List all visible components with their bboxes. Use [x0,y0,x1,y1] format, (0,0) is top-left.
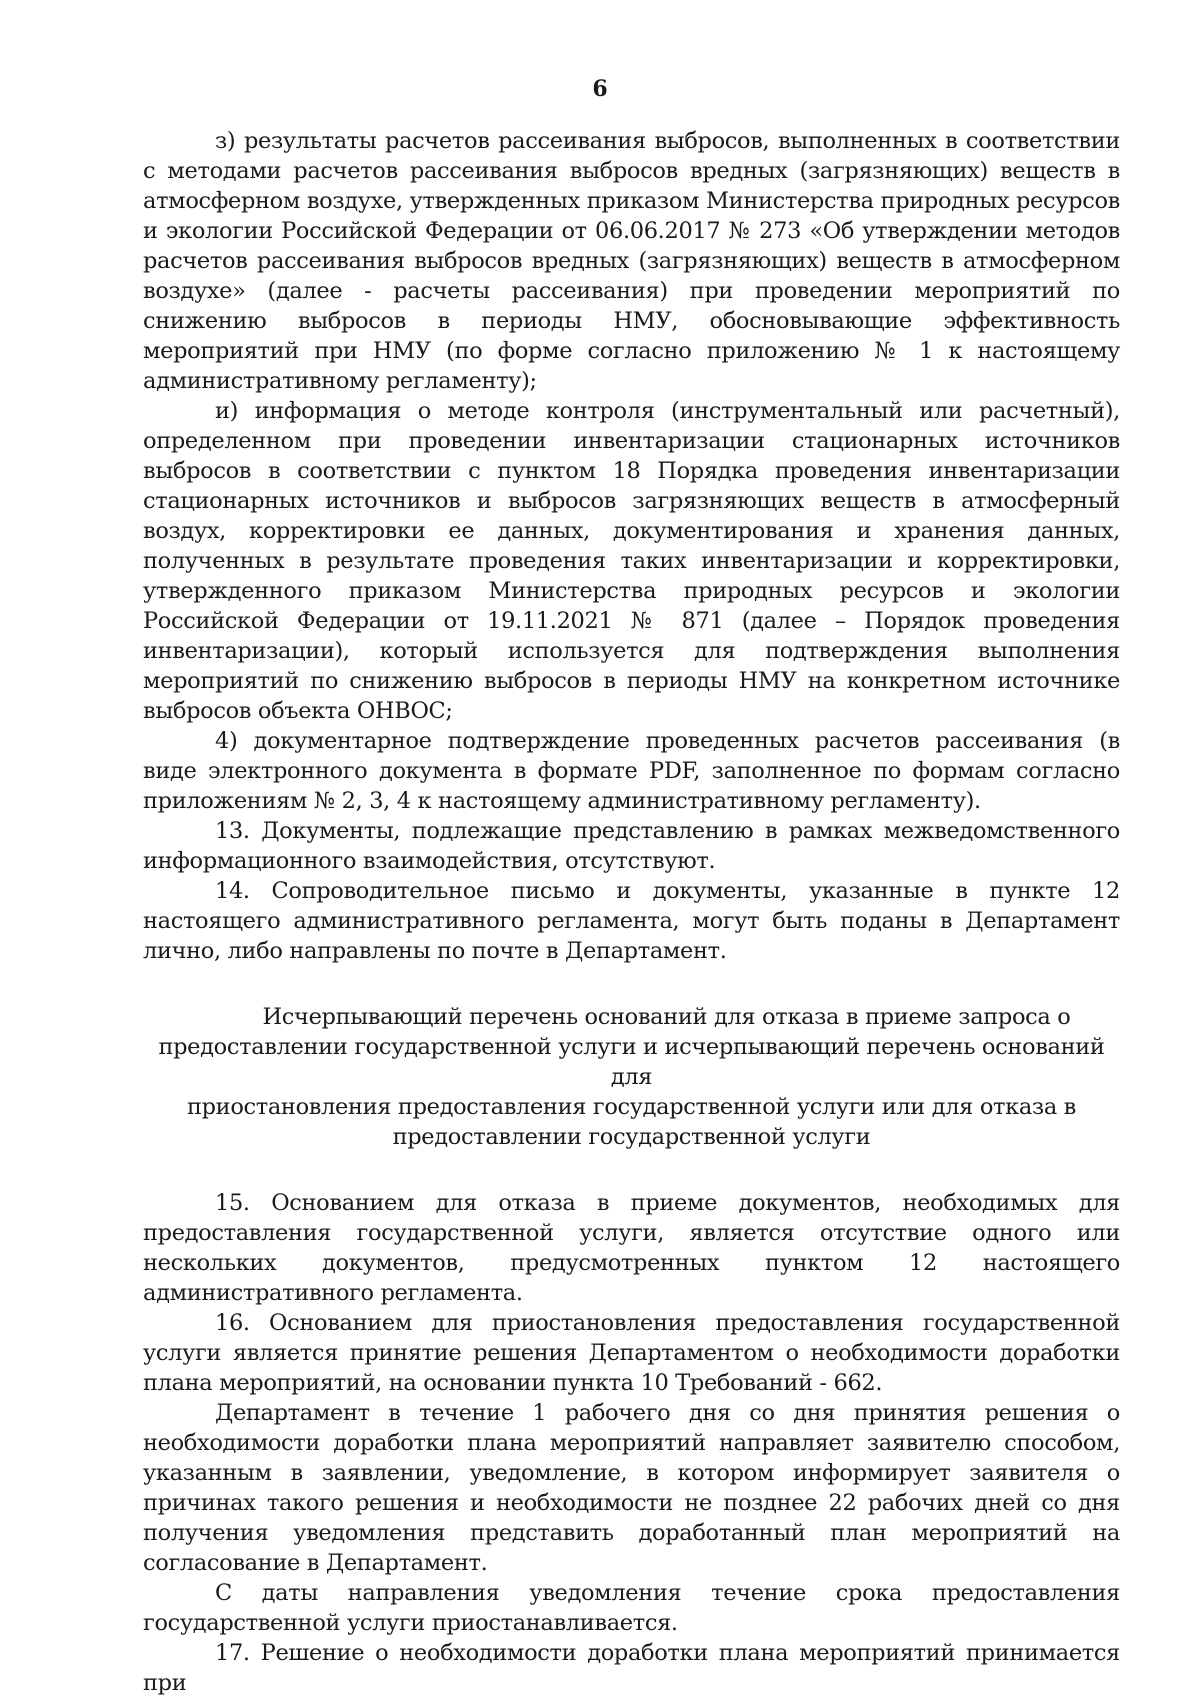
paragraph-16: 16. Основанием для приостановления предоставления государственной услуги является принятие решения Департаментом о необходимости доработки плана мероприятий, на основании пункта 10 Требований - 662. [143,1310,1120,1396]
paragraph-item-4: 4) документарное подтверждение проведенных расчетов рассеивания (в виде электронного документа в формате PDF, заполненное по формам согласно приложениям № 2, 3, 4 к настоящему административному регламенту). [143,728,1120,814]
section-heading-line: приостановления предоставления государственной услуги или для отказа в [186,1094,1077,1120]
section-heading-line: Исчерпывающий перечень оснований для отказа в приеме запроса о [262,1004,1071,1030]
paragraph-16-suspension: С даты направления уведомления течение срока предоставления государственной услуги приостанавливается. [143,1580,1120,1636]
paragraph-13: 13. Документы, подлежащие представлению в рамках межведомственного информационного взаимодействия, отсутствуют. [143,818,1120,874]
paragraph-16-department-notice: Департамент в течение 1 рабочего дня со дня принятия решения о необходимости доработки плана мероприятий направляет заявителю способом, указанным в заявлении, уведомление, в котором информирует заявителя о причинах такого решения и необходимости не позднее 22 рабочих дней со дня получения уведомления представить доработанный план мероприятий на согласование в Департамент. [143,1400,1120,1576]
paragraph-item-z: з) результаты расчетов рассеивания выбросов, выполненных в соответствии с методами расчетов рассеивания выбросов вредных (загрязняющих) веществ в атмосферном воздухе, утвержденных приказом Министерства природных ресурсов и экологии Российской Федерации от 06.06.2017 № 273 «Об утверждении методов расчетов рассеивания выбросов вредных (загрязняющих) веществ в атмосферном воздухе» (далее - расчеты рассеивания) при проведении мероприятий по снижению выбросов в периоды НМУ, обосновывающие эффективность мероприятий при НМУ (по форме согласно приложению № 1 к настоящему административному регламенту); [143,128,1120,394]
document-body [143,126,1120,1698]
paragraph-item-i: и) информация о методе контроля (инструментальный или расчетный), определенном при проведении инвентаризации стационарных источников выбросов в соответствии с пунктом 18 Порядка проведения инвентаризации стационарных источников и выбросов загрязняющих веществ в атмосферный воздух, корректировки ее данных, документирования и хранения данных, полученных в результате проведения таких инвентаризации и корректировки, утвержденного приказом Министерства природных ресурсов и экологии Российской Федерации от 19.11.2021 № 871 (далее – Порядок проведения инвентаризации), который используется для подтверждения выполнения мероприятий по снижению выбросов в периоды НМУ на конкретном источнике выбросов объекта ОНВОС; [143,398,1120,724]
section-heading-line: предоставлении государственной услуги и исчерпывающий перечень оснований для [158,1034,1105,1090]
paragraph-14: 14. Сопроводительное письмо и документы, указанные в пункте 12 настоящего административного регламента, могут быть поданы в Департамент лично, либо направлены по почте в Департамент. [143,878,1120,964]
section-heading-line: предоставлении государственной услуги [392,1124,871,1150]
page-number: 6 [592,76,608,102]
paragraph-15: 15. Основанием для отказа в приеме документов, необходимых для предоставления государственной услуги, является отсутствие одного или нескольких документов, предусмотренных пунктом 12 настоящего административного регламента. [143,1190,1120,1306]
section-heading [143,1002,1120,1152]
paragraph-17: 17. Решение о необходимости доработки плана мероприятий принимается при [143,1640,1120,1696]
